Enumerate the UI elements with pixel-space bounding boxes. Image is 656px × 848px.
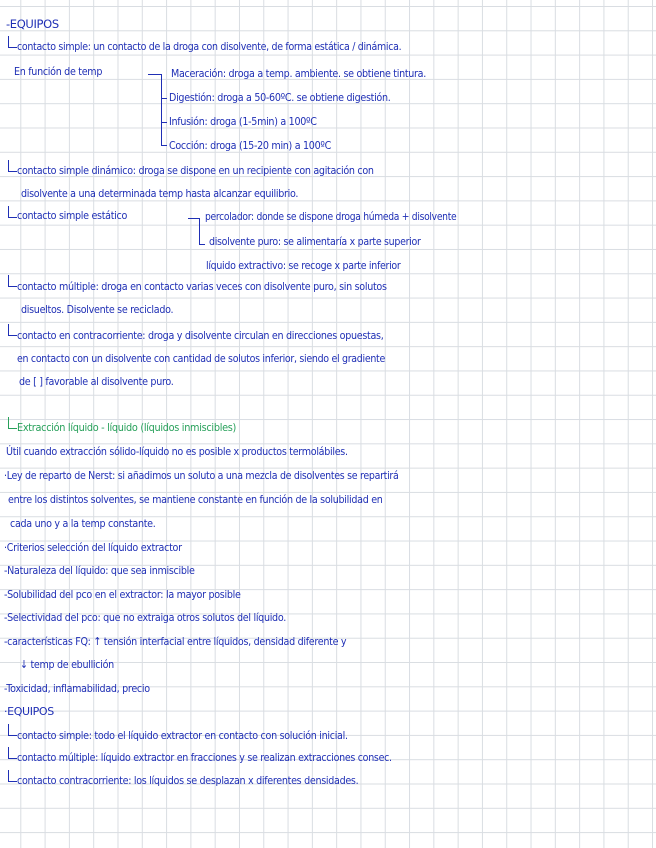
bracket-mark	[8, 36, 17, 48]
note-line: Cocción: droga (15-20 min) a 100ºC	[169, 139, 331, 152]
note-line: disolvente a una determinada temp hasta alcanzar equilibrio.	[21, 187, 299, 200]
section-title-liquid-extraction: Extracción líquido - líquido (líquidos inmiscibles)	[17, 421, 237, 434]
note-line: ·Criterios selección del líquido extractor	[4, 541, 182, 554]
note-line: líquido extractivo: se recoge x parte inferior	[206, 259, 401, 272]
note-line: cada uno y a la temp constante.	[10, 517, 156, 530]
bracket-mark	[8, 160, 17, 172]
note-line: -características FQ: ↑ tensión interfacial entre líquidos, densidad diferente y	[4, 635, 347, 648]
note-line: -Naturaleza del líquido: que sea inmiscible	[4, 564, 195, 577]
brace-mark	[161, 74, 162, 145]
brace-tick	[188, 218, 200, 219]
note-line: contacto simple: un contacto de la droga con disolvente, de forma estática / dinámica.	[17, 40, 402, 53]
note-line: Maceración: droga a temp. ambiente. se obtiene tintura.	[171, 67, 426, 80]
bracket-mark	[8, 747, 17, 759]
note-line: -Toxicidad, inflamabilidad, precio	[4, 682, 150, 695]
note-line: Infusión: droga (1-5min) a 100ºC	[169, 115, 317, 128]
note-line: Útil cuando extracción sólido-líquido no es posible x productos termolábiles.	[6, 445, 348, 458]
section-title-equipos: -EQUIPOS	[6, 17, 59, 31]
brace-tick	[161, 145, 167, 146]
note-line: contacto en contracorriente: droga y disolvente circulan en direcciones opuestas,	[17, 329, 384, 342]
note-line: en contacto con un disolvente con cantidad de solutos inferior, siendo el gradiente	[17, 352, 385, 365]
note-label: En función de temp	[14, 65, 103, 78]
note-line: Digestión: droga a 50-60ºC. se obtiene digestión.	[169, 91, 391, 104]
note-line: de [ ] favorable al disolvente puro.	[19, 375, 174, 388]
note-line: entre los distintos solventes, se mantiene constante en función de la solubilidad en	[8, 493, 383, 506]
bracket-mark-green	[8, 417, 17, 429]
brace-tick	[161, 122, 167, 123]
note-line: contacto múltiple: droga en contacto varias veces con disolvente puro, sin solutos	[17, 280, 387, 293]
note-line: contacto simple: todo el líquido extractor en contacto con solución inicial.	[17, 729, 348, 742]
note-line: ↓ temp de ebullición	[20, 658, 114, 671]
bracket-mark	[8, 206, 17, 218]
note-line: percolador: donde se dispone droga húmeda + disolvente	[205, 210, 457, 223]
bracket-mark	[8, 324, 17, 336]
bracket-mark	[8, 724, 17, 736]
brace-tick	[148, 74, 162, 75]
note-line: disueltos. Disolvente se reciclado.	[21, 303, 174, 316]
bracket-mark	[8, 770, 17, 782]
note-line: contacto simple dinámico: droga se dispone en un recipiente con agitación con	[17, 164, 374, 177]
note-line: contacto múltiple: líquido extractor en fracciones y se realizan extracciones consec.	[17, 751, 392, 764]
bracket-mark	[8, 275, 17, 287]
note-line: disolvente puro: se alimentaría x parte superior	[209, 235, 421, 248]
note-line: ·Ley de reparto de Nerst: si añadimos un soluto a una mezcla de disolventes se repartirá	[4, 469, 399, 482]
brace-tick	[161, 98, 167, 99]
brace-tick	[199, 244, 205, 245]
brace-mark	[199, 218, 200, 244]
note-line: -Solubilidad del pco en el extractor: la mayor posible	[4, 588, 241, 601]
note-line: contacto contracorriente: los líquidos se desplazan x diferentes densidades.	[17, 774, 359, 787]
section-title-equipos-2: ·EQUIPOS	[4, 705, 54, 718]
note-label: contacto simple estático	[17, 209, 128, 222]
note-line: -Selectividad del pco: que no extraiga otros solutos del líquido.	[4, 611, 286, 624]
